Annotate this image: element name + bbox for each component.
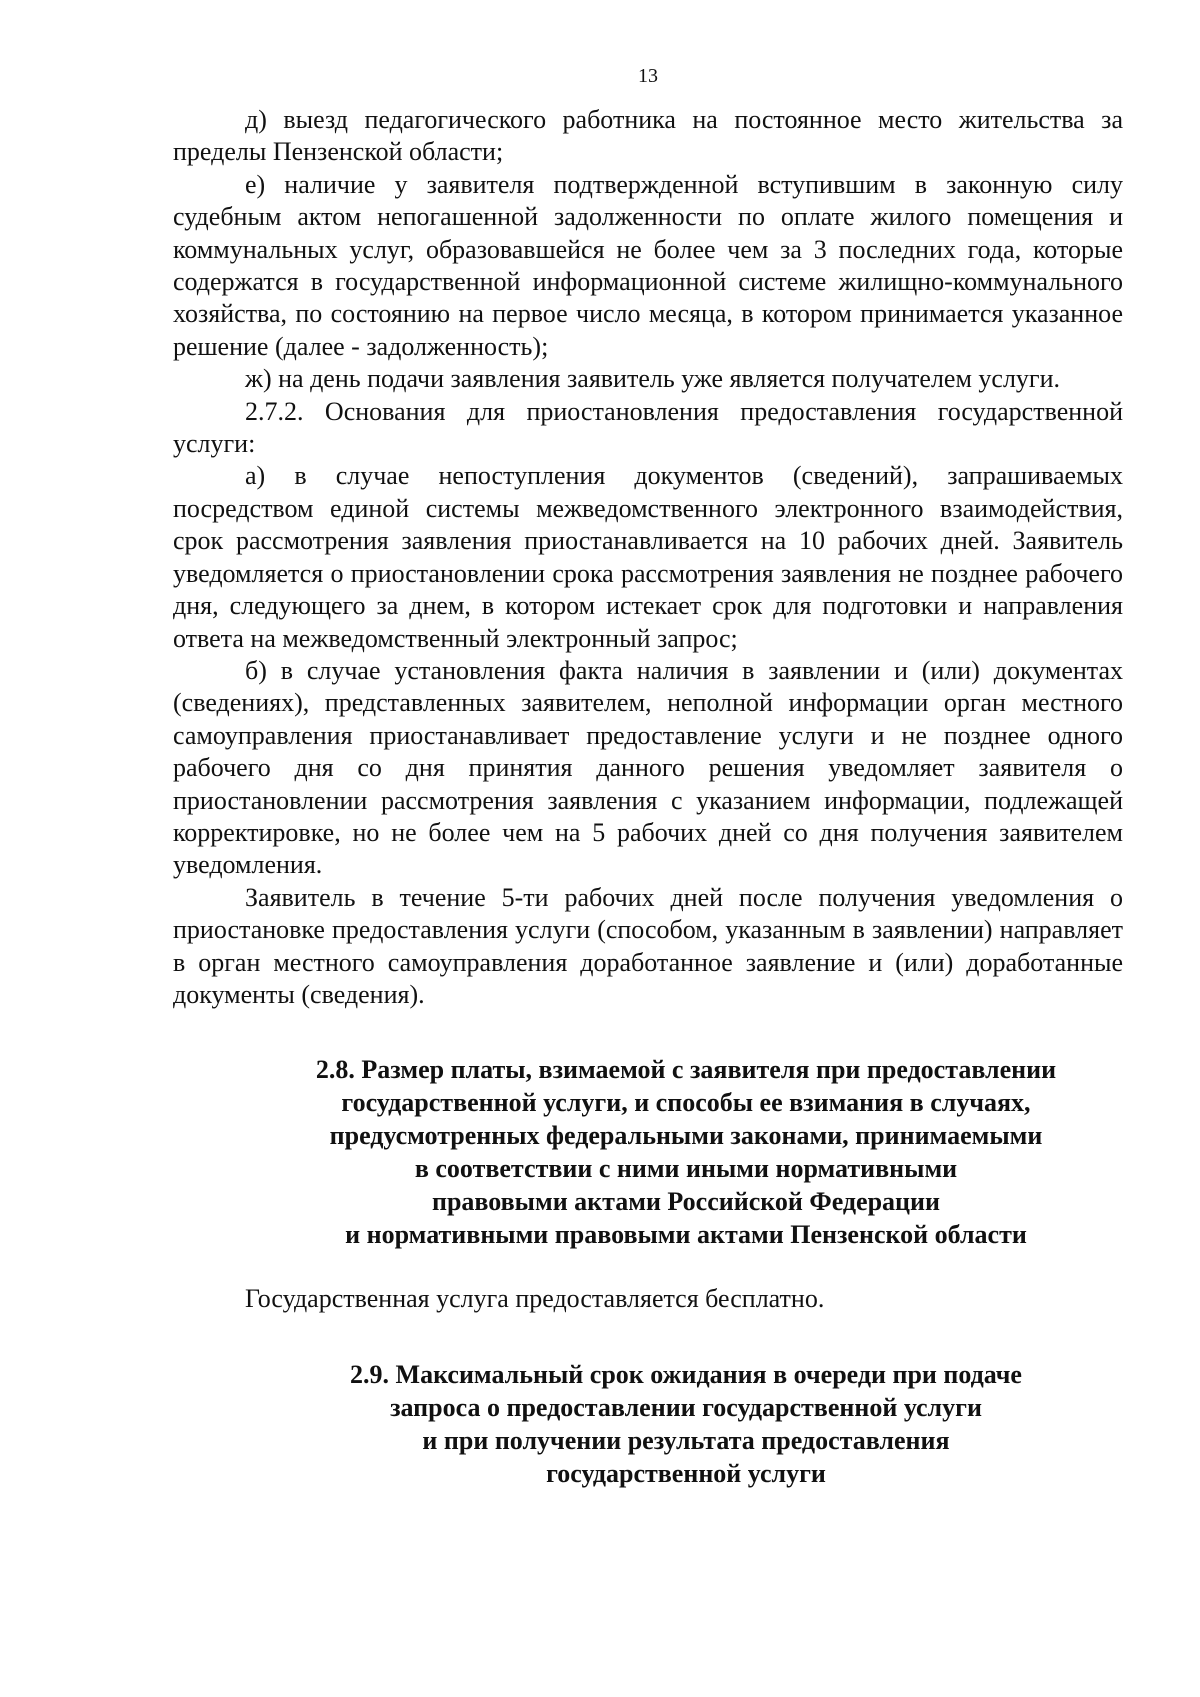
document-page xyxy=(173,62,1123,1490)
heading-line: и при получении результата предоставления xyxy=(422,1425,950,1455)
paragraph-2-7-2: 2.7.2. Основания для приостановления предоставления государственной услуги: xyxy=(173,396,1123,459)
heading-line: 2.9. Максимальный срок ожидания в очереди при подаче xyxy=(350,1359,1022,1389)
paragraph-e: е) наличие у заявителя подтвержденной вступившим в законную силу судебным актом непогашенной задолженности по оплате жилого помещения и коммунальных услуг, образовавшейся не более чем за 3 последних года, которые содержатся в государственной информационной системе жилищно-коммунального хозяйства, по состоянию на первое число месяца, в котором принимается указанное решение (далее - задолженность); xyxy=(173,169,1123,361)
paragraph-zh: ж) на день подачи заявления заявитель уже является получателем услуги. xyxy=(245,364,1061,394)
paragraph-a: а) в случае непоступления документов (сведений), запрашиваемых посредством единой системы межведомственного электронного взаимодействия, срок рассмотрения заявления приостанавливается на 10 рабочих дней. Заявитель уведомляется о приостановлении срока рассмотрения заявления не позднее рабочего дня, следующего за днем, в котором истекает срок для подготовки и направления ответа на межведомственный электронный запрос; xyxy=(173,461,1123,653)
heading-line: предусмотренных федеральными законами, принимаемыми xyxy=(329,1121,1043,1151)
heading-line: 2.8. Размер платы, взимаемой с заявителя при предоставлении xyxy=(315,1055,1057,1085)
spacer xyxy=(173,1316,1123,1358)
heading-line: в соответствии с ними иными нормативными xyxy=(414,1154,958,1184)
paragraph-b: б) в случае установления факта наличия в заявлении и (или) документах (сведениях), представленных заявителем, неполной информации орган местного самоуправления приостанавливает предоставление услуги и не позднее одного рабочего дня со дня принятия данного решения уведомляет заявителя о приостановлении рассмотрения заявления с указанием информации, подлежащей корректировке, но не более чем на 5 рабочих дней со дня получения заявителем уведомления. xyxy=(173,655,1123,880)
spacer xyxy=(173,1251,1123,1283)
page-number: 13 xyxy=(638,65,658,87)
paragraph-d: д) выезд педагогического работника на постоянное место жительства за пределы Пензенской области; xyxy=(173,105,1123,167)
spacer xyxy=(173,1011,1123,1053)
section-heading-2-8 xyxy=(249,1053,1123,1251)
section-heading-2-9 xyxy=(249,1358,1123,1490)
heading-line: запроса о предоставлении государственной услуги xyxy=(390,1392,982,1422)
heading-line: правовыми актами Российской Федерации xyxy=(431,1187,940,1217)
heading-line: и нормативными правовыми актами Пензенской области xyxy=(345,1220,1027,1250)
heading-line: государственной услуги xyxy=(546,1458,826,1488)
paragraph-free-service: Государственная услуга предоставляется бесплатно. xyxy=(245,1284,825,1314)
paragraph-applicant: Заявитель в течение 5-ти рабочих дней после получения уведомления о приостановке предоставления услуги (способом, указанным в заявлении) направляет в орган местного самоуправления доработанное заявление и (или) доработанные документы (сведения). xyxy=(173,882,1123,1009)
heading-line: государственной услуги, и способы ее взимания в случаях, xyxy=(341,1088,1031,1118)
